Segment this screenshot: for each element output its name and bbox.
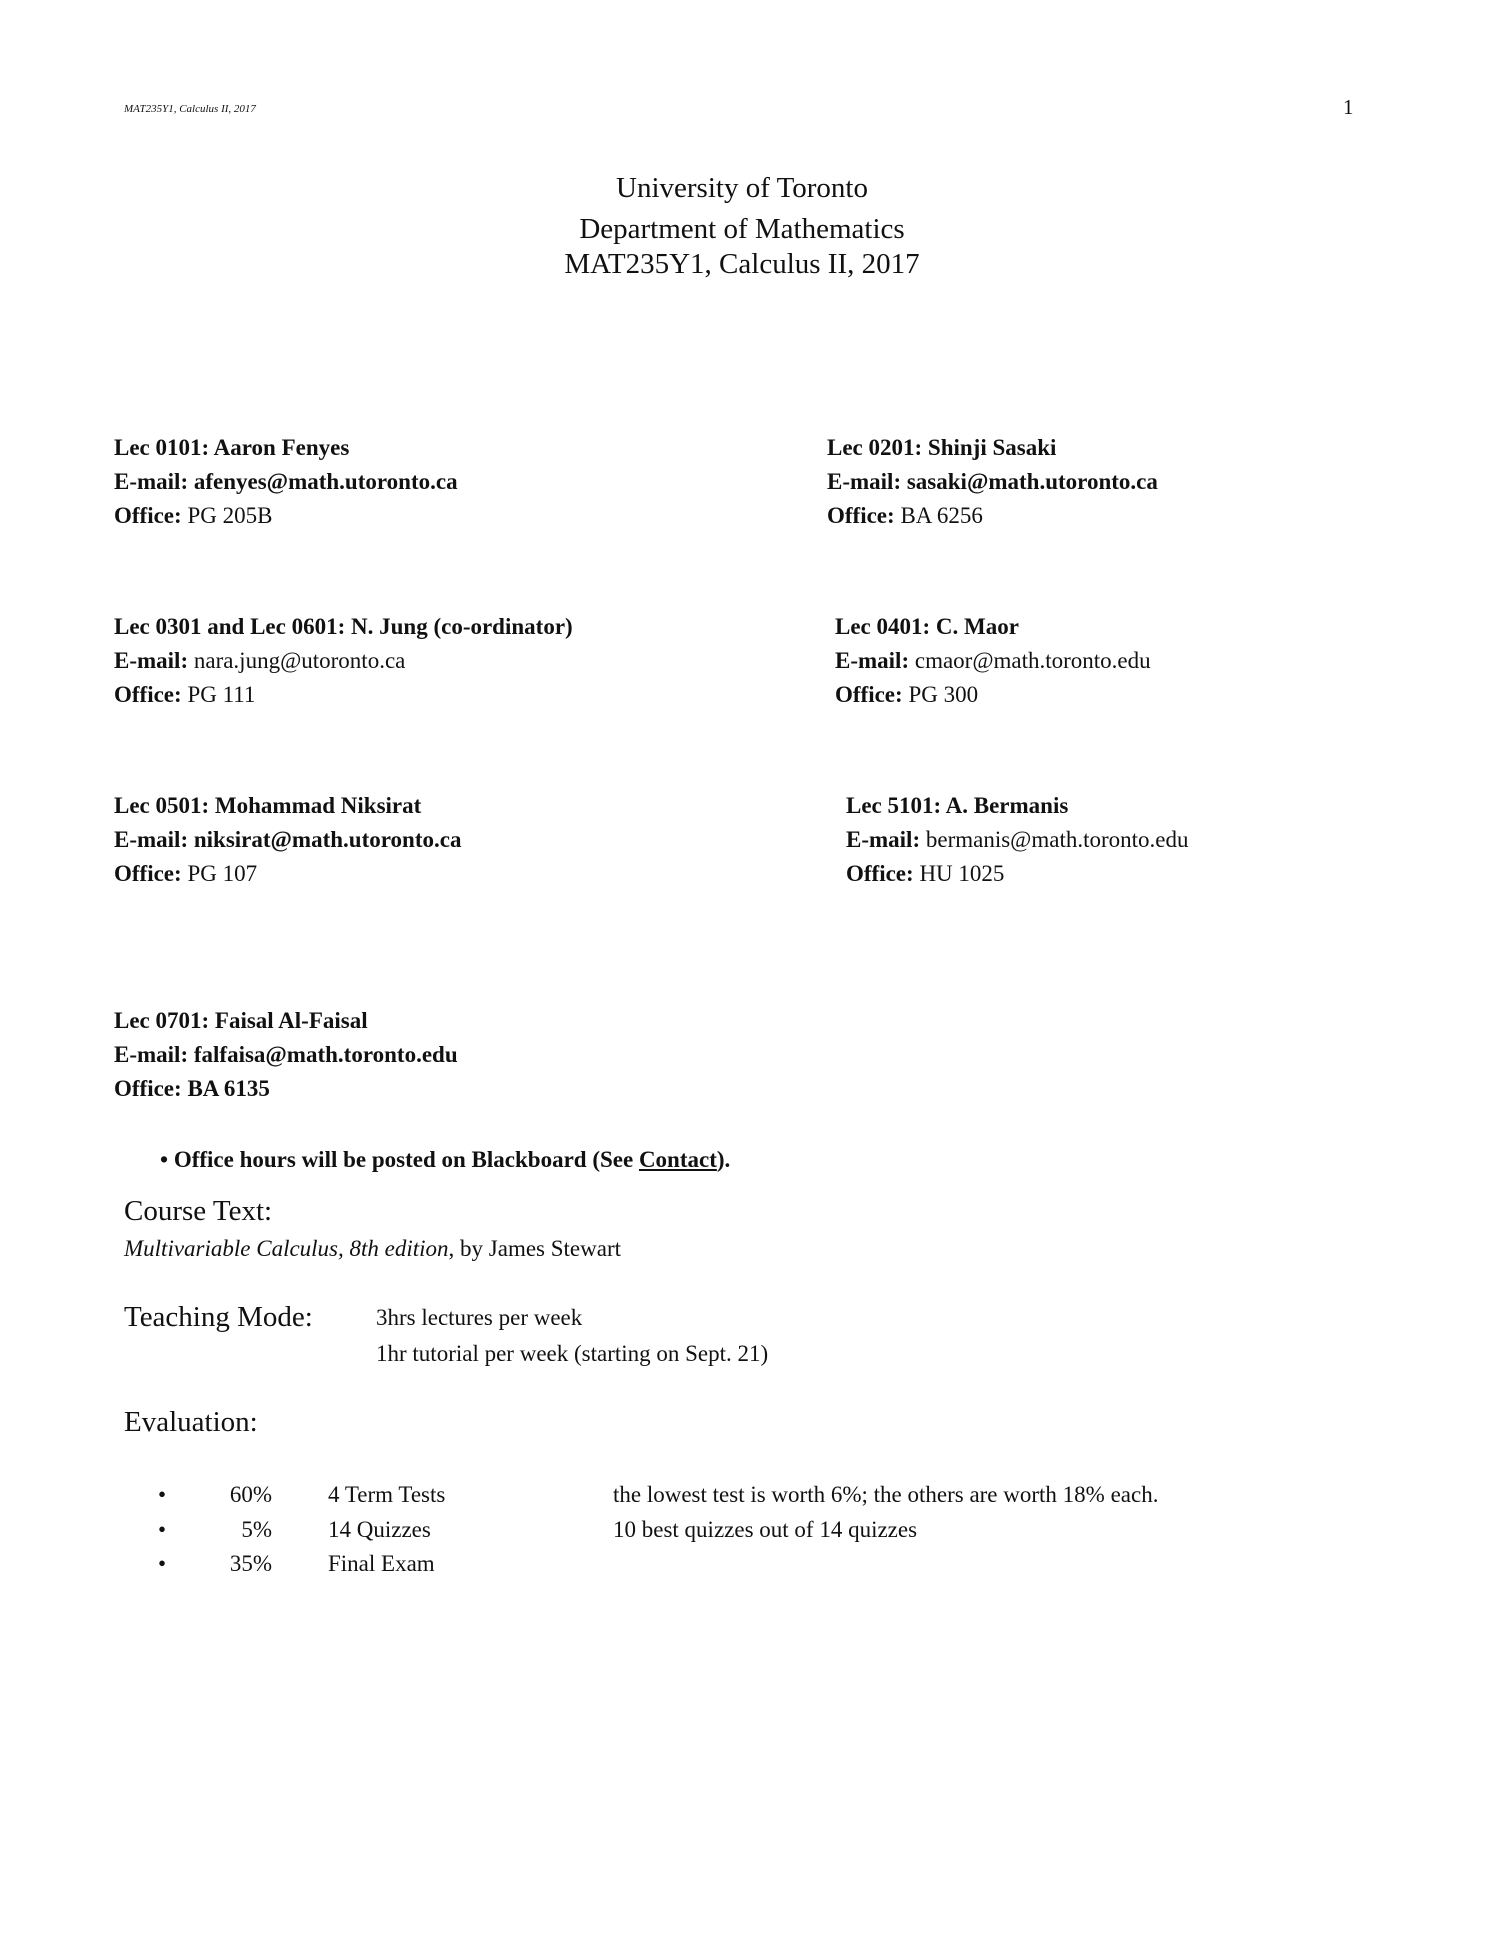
instructor-heading: Lec 0201: Shinji Sasaki — [827, 435, 1057, 460]
evaluation-percent: 60% — [229, 1482, 272, 1507]
evaluation-percent: 35% — [229, 1551, 272, 1576]
instructor-block-0101 — [114, 435, 458, 529]
instructor-heading: Lec 0701: Faisal Al-Faisal — [114, 1008, 368, 1033]
evaluation-note: 10 best quizzes out of 14 quizzes — [613, 1517, 918, 1542]
office-label: Office: — [835, 682, 903, 707]
teaching-mode-tutorial: 1hr tutorial per week (starting on Sept. 21) — [376, 1341, 769, 1366]
running-header: MAT235Y1, Calculus II, 2017 — [124, 103, 256, 115]
instructor-office: PG 107 — [187, 861, 258, 886]
evaluation-heading: Evaluation: — [124, 1406, 258, 1438]
evaluation-item: 4 Term Tests — [328, 1482, 446, 1507]
email-label: E-mail: — [114, 648, 189, 673]
instructor-office: PG 300 — [908, 682, 979, 707]
office-label: Office: — [114, 503, 182, 528]
instructor-office: HU 1025 — [919, 861, 1005, 886]
page-number: 1 — [1343, 95, 1354, 119]
instructor-office: BA 6135 — [187, 1076, 270, 1101]
bullet-icon: • — [158, 1482, 167, 1507]
instructor-office: PG 111 — [187, 682, 256, 707]
course-title: MAT235Y1, Calculus II, 2017 — [564, 248, 920, 280]
instructor-block-0301 — [114, 614, 573, 708]
email-label: E-mail: — [827, 469, 902, 494]
email-label: E-mail: — [114, 827, 189, 852]
instructor-heading: Lec 5101: A. Bermanis — [846, 793, 1069, 818]
instructor-office: BA 6256 — [900, 503, 983, 528]
instructor-email: nara.jung@utoronto.ca — [193, 648, 406, 673]
evaluation-item: Final Exam — [328, 1551, 435, 1576]
office-hours-note: • Office hours will be posted on Blackboard (See Contact). — [160, 1147, 731, 1172]
course-text-heading: Course Text: — [124, 1195, 273, 1227]
instructor-email: cmaor@math.toronto.edu — [914, 648, 1151, 673]
office-label: Office: — [827, 503, 895, 528]
bullet-icon: • — [158, 1551, 167, 1576]
instructor-block-5101 — [846, 793, 1188, 887]
email-label: E-mail: — [835, 648, 910, 673]
evaluation-item: 14 Quizzes — [328, 1517, 431, 1542]
book-title: Multivariable Calculus, 8th edition — [124, 1236, 449, 1261]
instructor-block-0401 — [835, 614, 1151, 708]
instructor-heading: Lec 0401: C. Maor — [835, 614, 1019, 639]
teaching-mode-heading: Teaching Mode: — [124, 1301, 313, 1333]
bullet-icon: • — [160, 1147, 169, 1172]
instructor-block-0701 — [114, 1008, 458, 1102]
office-label: Office: — [114, 682, 182, 707]
university-title: University of Toronto — [616, 172, 868, 204]
instructor-email: afenyes@math.utoronto.ca — [193, 469, 458, 494]
instructor-email: bermanis@math.toronto.edu — [925, 827, 1189, 852]
instructor-block-0201 — [827, 435, 1158, 529]
contact-link[interactable]: Contact — [638, 1147, 717, 1172]
office-label: Office: — [114, 861, 182, 886]
instructor-email: niksirat@math.utoronto.ca — [193, 827, 462, 852]
email-label: E-mail: — [846, 827, 921, 852]
instructor-heading: Lec 0101: Aaron Fenyes — [114, 435, 350, 460]
evaluation-note: the lowest test is worth 6%; the others are worth 18% each. — [613, 1482, 1159, 1507]
email-label: E-mail: — [114, 469, 189, 494]
instructor-block-0501 — [114, 793, 461, 887]
teaching-mode-lectures: 3hrs lectures per week — [376, 1305, 583, 1330]
instructor-heading: Lec 0301 and Lec 0601: N. Jung (co-ordinator) — [114, 614, 573, 639]
office-label: Office: — [846, 861, 914, 886]
instructor-email: sasaki@math.utoronto.ca — [906, 469, 1158, 494]
instructor-office: PG 205B — [187, 503, 273, 528]
instructor-heading: Lec 0501: Mohammad Niksirat — [114, 793, 422, 818]
bullet-icon: • — [158, 1517, 167, 1542]
office-label: Office: — [114, 1076, 182, 1101]
course-text-book: Multivariable Calculus, 8th edition, by James Stewart — [124, 1236, 621, 1261]
evaluation-percent: 5% — [241, 1517, 272, 1542]
email-label: E-mail: — [114, 1042, 189, 1067]
department-title: Department of Mathematics — [579, 213, 905, 245]
instructor-email: falfaisa@math.toronto.edu — [193, 1042, 458, 1067]
